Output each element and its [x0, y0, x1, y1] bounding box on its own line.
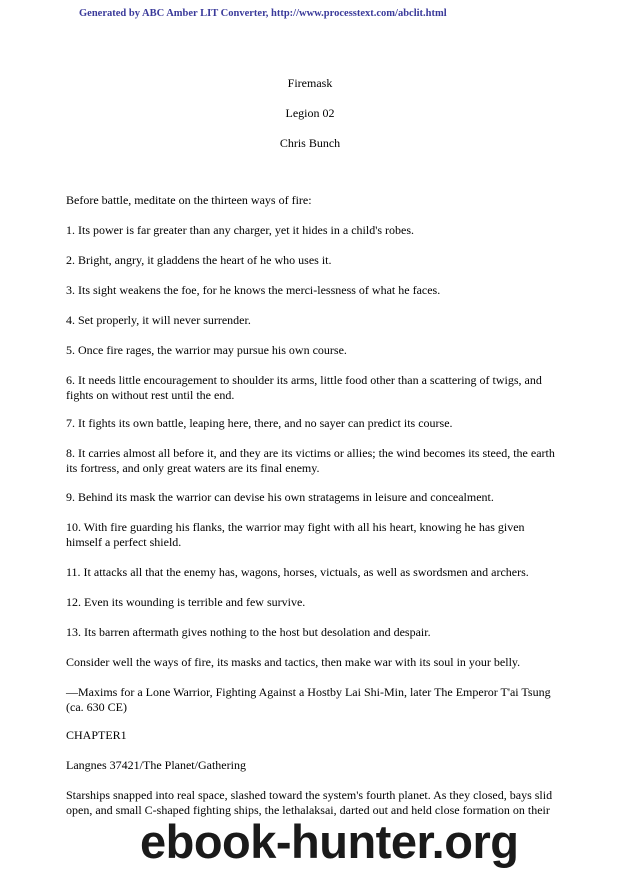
maxim-7: 7. It fights its own battle, leaping here, there, and no sayer can predict its course.	[66, 416, 453, 430]
maxim-12: 12. Even its wounding is terrible and few survive.	[66, 595, 306, 609]
maxim-2: 2. Bright, angry, it gladdens the heart of he who uses it.	[66, 253, 332, 267]
maxim-6: 6. It needs little encouragement to shoulder its arms, little food other than a scattering of twigs, and fights on without rest until the end.	[66, 373, 542, 402]
chapter-opening-paragraph: Starships snapped into real space, slashed toward the system's fourth planet. As they closed, bays slid open, and small C-shaped fighting ships, the lethalaksai, darted out and held close formation on their	[66, 788, 553, 817]
maxim-5: 5. Once fire rages, the warrior may pursue his own course.	[66, 343, 347, 357]
chapter-heading: CHAPTER1	[66, 728, 127, 742]
chapter-location: Langnes 37421/The Planet/Gathering	[66, 758, 246, 772]
site-watermark: ebook-hunter.org	[140, 815, 519, 868]
epigraph-attribution: —Maxims for a Lone Warrior, Fighting Against a Hostby Lai Shi-Min, later The Emperor T'ai Tsung (ca. 630 CE)	[66, 685, 551, 714]
maxim-13: 13. Its barren aftermath gives nothing to the host but desolation and despair.	[66, 625, 431, 639]
maxim-1: 1. Its power is far greater than any charger, yet it hides in a child's robes.	[66, 223, 415, 237]
maxim-3: 3. Its sight weakens the foe, for he knows the merci-lessness of what he faces.	[66, 283, 441, 297]
maxim-4: 4. Set properly, it will never surrender.	[66, 313, 251, 327]
book-series: Legion 02	[285, 106, 335, 120]
maxim-10: 10. With fire guarding his flanks, the warrior may fight with all his heart, knowing he has given himself a perfect shield.	[66, 520, 525, 549]
maxim-11: 11. It attacks all that the enemy has, wagons, horses, victuals, as well as swordsmen and archers.	[66, 565, 529, 579]
converter-header: Generated by ABC Amber LIT Converter, http://www.processtext.com/abclit.html	[79, 8, 447, 19]
book-title: Firemask	[287, 76, 333, 90]
maxim-8: 8. It carries almost all before it, and they are its victims or allies; the wind becomes its steed, the earth its fortress, and only great waters are its final enemy.	[66, 446, 555, 475]
epigraph-intro: Before battle, meditate on the thirteen ways of fire:	[66, 193, 312, 207]
book-author: Chris Bunch	[279, 136, 341, 150]
maxim-9: 9. Behind its mask the warrior can devise his own stratagems in leisure and concealment.	[66, 490, 494, 504]
maxim-conclusion: Consider well the ways of fire, its masks and tactics, then make war with its soul in your belly.	[66, 655, 521, 669]
